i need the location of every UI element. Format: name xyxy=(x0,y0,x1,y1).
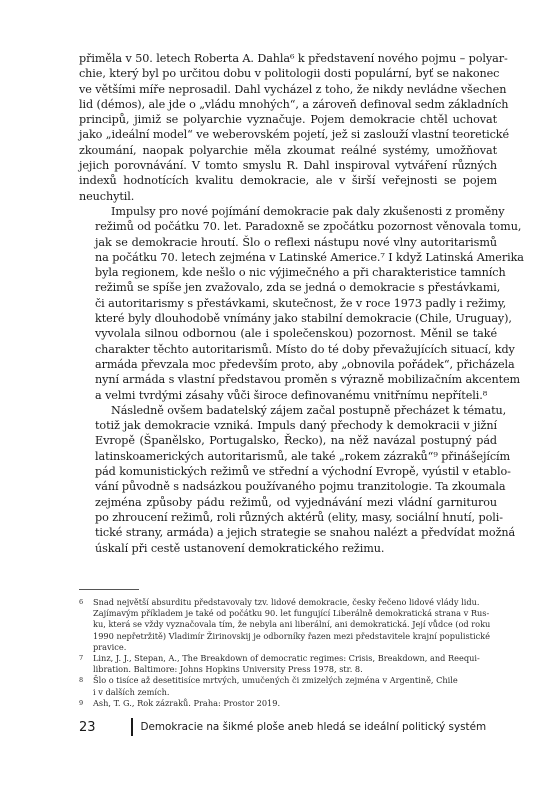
text-line: tické strany, armáda) a jejich strategie se snahou nalézt a předvídat možná xyxy=(95,526,516,540)
text-line: nyní armáda s vlastní představou proměn s výrazně mobilizačním akcentem xyxy=(95,373,521,387)
text-line: a velmi tvrdými zásahy vůči široce definovanému vnitřnímu nepříteli.⁸ xyxy=(95,388,488,402)
footnote-number: 9 xyxy=(79,698,84,707)
text-line: Evropě (Španělsko, Portugalsko, Řecko), na něž navázal postupný pád xyxy=(95,434,497,448)
text-line: charakter těchto autoritarismů. Místo do té doby převažujících situací, kdy xyxy=(95,342,515,356)
text-line: zkoumání, naopak polyarchie měla zkoumat reálné systémy, umožňovat xyxy=(79,143,497,157)
text-line: úskalí při cestě ustanovení demokratického režimu. xyxy=(95,541,385,555)
text-line: pád komunistických režimů ve střední a východní Evropě, vyústil v etablo- xyxy=(95,465,511,479)
text-line: režimů se spíše jen zvažovalo, zda se jedná o demokracie s přestávkami, xyxy=(95,281,501,295)
footnote-line: Ash, T. G., Rok zázraků. Praha: Prostor 2019. xyxy=(93,697,281,708)
main-text xyxy=(79,51,524,556)
footnote xyxy=(79,653,497,675)
text-line: jak se demokracie hroutí. Šlo o reflexi nástupu nové vlny autoritarismů xyxy=(95,235,497,249)
footnote-line: pravice. xyxy=(93,641,127,652)
text-line: lid (démos), ale jde o „vládu mnohých“, a zároveň definoval sedm základních xyxy=(79,97,509,111)
text-line: armáda převzala moc především proto, aby „obnovila pořádek“, přicházela xyxy=(95,357,515,371)
paragraph xyxy=(79,204,524,403)
footnote-number: 8 xyxy=(79,676,84,685)
footnote-line: i v dalších zemích. xyxy=(93,686,170,697)
text-line: indexů hodnotících kvalitu demokracie, ale v širší veřejnosti se pojem xyxy=(79,174,497,188)
text-line: vyvolala silnou odbornou (ale i společenskou) pozornost. Měnil se také xyxy=(95,327,497,341)
text-line: vání původně s nadsázkou používaného pojmu tranzitologie. Ta zkoumala xyxy=(95,480,506,494)
footnote-line: Snad největší absurditu představovaly tzv. lidové demokracie, česky řečeno lidové vlády lidu. xyxy=(93,597,480,607)
text-line: Impulsy pro nové pojímání demokracie pak daly zkušenosti z proměny xyxy=(111,204,505,218)
text-line: na počátku 70. letech zejména v Latinské Americe.⁷ I když Latinská Amerika xyxy=(95,250,524,264)
footnote xyxy=(79,675,497,697)
footnote xyxy=(79,597,497,653)
footnote xyxy=(79,698,497,709)
text-line: či autoritarismy s přestávkami, skutečnost, že v roce 1973 padly i režimy, xyxy=(95,296,507,310)
text-line: principů, jimiž se polyarchie vyznačuje. Pojem demokracie chtěl uchovat xyxy=(79,113,497,127)
page-number: 23 xyxy=(79,719,96,735)
text-line: totiž jak demokracie vzniká. Impuls daný přechody k demokracii v jižní xyxy=(95,419,497,433)
footnote-number: 6 xyxy=(79,598,84,606)
running-title: Demokracie na šikmé ploše aneb hledá se ideální politický systém xyxy=(140,721,487,733)
text-line: neuchytil. xyxy=(79,189,135,203)
page-footer xyxy=(79,717,486,737)
paragraph xyxy=(79,403,516,556)
footer-divider xyxy=(131,718,133,736)
text-line: které byly dlouhodobě vnímány jako stabilní demokracie (Chile, Uruguay), xyxy=(95,312,512,326)
text-line: režimů od počátku 70. let. Paradoxně se zpočátku pozornost věnovala tomu, xyxy=(95,220,522,234)
text-line: jejich porovnávání. V tomto smyslu R. Dahl inspiroval vytváření různých xyxy=(79,159,497,173)
footnote-divider xyxy=(79,589,139,590)
text-line: ve většími míře neprosadil. Dahl vycházel z toho, že nikdy nevládne všechen xyxy=(79,82,507,96)
footnote-line: Zajímavým příkladem je také od počátku 90. let fungující Liberálně demokratická strana v Rus- xyxy=(93,608,490,619)
footnote-line: Linz, J. J., Stepan, A., The Breakdown of democratic regimes: Crisis, Breakdown, and Reequi- xyxy=(93,653,480,664)
footnote-number: 7 xyxy=(79,654,84,663)
text-line: zejména způsoby pádu režimů, od vyjednávání mezi vládní garniturou xyxy=(95,495,497,509)
footnote-line: libration. Baltimore: Johns Hopkins University Press 1978, str. 8. xyxy=(93,664,363,675)
paragraph xyxy=(79,51,510,204)
text-line: přiměla v 50. letech Roberta A. Dahla⁶ k představení nového pojmu – polyar- xyxy=(79,52,508,65)
text-line: byla regionem, kde nešlo o nic výjimečného a při charakteristice tamních xyxy=(95,266,506,280)
text-line: chie, který byl po určitou dobu v politologii dosti populární, byť se nakonec xyxy=(79,67,500,81)
footnote-line: 1990 nepřetržitě) Vladimír Žirinovskij je odborníky řazen mezi představitele krajní populistické xyxy=(93,630,490,641)
text-line: jako „ideální model“ ve weberovském pojetí, jež si zaslouží vlastní teoretické xyxy=(79,128,510,142)
footnotes xyxy=(79,597,497,709)
footnote-line: ku, která se vždy vyznačovala tím, že nebyla ani liberální, ani demokratická. Její vůdce (od roku xyxy=(93,619,491,630)
footnote-line: Šlo o tisíce až desetitisíce mrtvých, umučených či zmizelých zejména v Argentině, Chile xyxy=(93,675,458,686)
text-line: Následně ovšem badatelský zájem začal postupně přecházet k tématu, xyxy=(111,403,507,417)
text-line: po zhroucení režimů, roli různých aktérů (elity, masy, sociální hnutí, poli- xyxy=(95,510,503,524)
text-line: latinskoamerických autoritarismů, ale také „rokem zázraků“⁹ přinášejícím xyxy=(95,449,511,463)
